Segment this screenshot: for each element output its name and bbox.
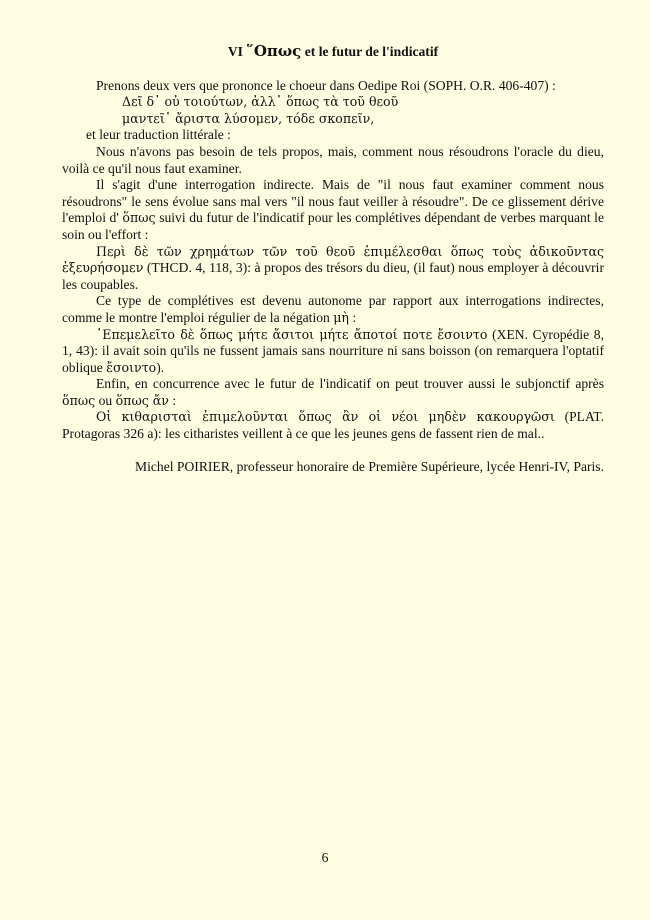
page-title bbox=[62, 43, 604, 61]
subjunctive-paragraph bbox=[62, 376, 604, 409]
paragraph-text: Enfin, en concurrence avec le futur de l'indicatif on peut trouver aussi le subjonctif après bbox=[96, 376, 604, 392]
translation-label: et leur traduction littérale : bbox=[86, 127, 231, 143]
greek-term: μὴ bbox=[333, 309, 349, 325]
greek-term: ὅπως ἄν bbox=[115, 392, 169, 408]
paragraph-text: ). bbox=[156, 359, 165, 375]
paragraph-text: : bbox=[352, 309, 357, 325]
paragraph-text: (THCD. 4, 118, 3): à propos des trésors du dieu, (il faut) nous employer à découvrir les coupables. bbox=[62, 260, 604, 292]
title-suffix: et le futur de l'indicatif bbox=[304, 44, 439, 59]
greek-term: ὅπως bbox=[62, 392, 96, 408]
thucydides-example bbox=[62, 244, 604, 294]
page-number: 6 bbox=[321, 850, 329, 865]
greek-quote-line-1: Δεῖ δ᾽ οὐ τοιούτων, ἀλλ᾽ ὅπως τὰ τοῦ θεοῦ bbox=[122, 94, 399, 110]
paragraph-text: ou bbox=[98, 392, 113, 408]
paragraph-text: : bbox=[172, 392, 177, 408]
greek-citation: ᾽Επεμελεῖτο δὲ ὅπως μήτε ἄσιτοι μήτε ἄποτοί ποτε ἔσοιντο bbox=[96, 326, 488, 342]
greek-term: ὅπως bbox=[122, 210, 156, 226]
article-body bbox=[62, 43, 604, 475]
greek-citation: Οἱ κιθαρισταὶ ἐπιμελοῦνται ὅπως ἂν οἱ νέοι μηδὲν κακουργῶσι bbox=[96, 409, 555, 425]
greek-quote-line-2: μαντεῖ᾽ ἄριστα λύσομεν, τόδε σκοπεῖν, bbox=[122, 110, 375, 126]
greek-term: ἔσοιντο bbox=[106, 359, 157, 375]
title-prefix: VI bbox=[227, 44, 243, 59]
xenophon-example bbox=[62, 327, 604, 377]
greek-citation: Περὶ δὲ τῶν χρημάτων τῶν τοῦ θεοῦ ἐπιμέλεσθαι ὅπως τοὺς ἀδικοῦντας ἐξευρήσομεν bbox=[62, 243, 604, 276]
paragraph-text: Ce type de complétives est devenu autonome par rapport aux interrogations indirectes, comme le montre l'emploi régulier de la négation bbox=[62, 293, 604, 325]
negation-paragraph bbox=[62, 293, 604, 326]
indirect-question-paragraph bbox=[62, 177, 604, 243]
paragraph-text: Il s'agit d'une interrogation indirecte. Mais de "il nous faut examiner comment nous résoudrons" le sens évolue sans mal vers "il nous faut veiller à résoudre". De ce glissement dérive l'emploi d' bbox=[62, 177, 604, 226]
translation-paragraph: Nous n'avons pas besoin de tels propos, mais, comment nous résoudrons l'oracle du dieu, voilà ce qu'il nous faut examiner. bbox=[62, 143, 604, 176]
author-signature: Michel POIRIER, professeur honoraire de Première Supérieure, lycée Henri-IV, Paris. bbox=[135, 458, 604, 474]
plato-example bbox=[62, 409, 604, 442]
paragraph-text: (XEN. Cyropédie 8, 1, 43): il avait soin qu'ils ne fussent jamais sans nourriture ni sans boisson (on remarquera l'optatif oblique bbox=[62, 326, 604, 375]
paragraph-text: (PLAT. Protagoras 326 a): les citharistes veillent à ce que les jeunes gens de fassent rien de mal.. bbox=[62, 409, 604, 442]
intro-paragraph: Prenons deux vers que prononce le choeur dans Oedipe Roi (SOPH. O.R. 406-407) : bbox=[96, 77, 556, 93]
paragraph-text: suivi du futur de l'indicatif pour les complétives dépendant de verbes marquant le soin ou l'effort : bbox=[62, 210, 604, 242]
title-greek: ῞Οπως bbox=[246, 42, 302, 60]
